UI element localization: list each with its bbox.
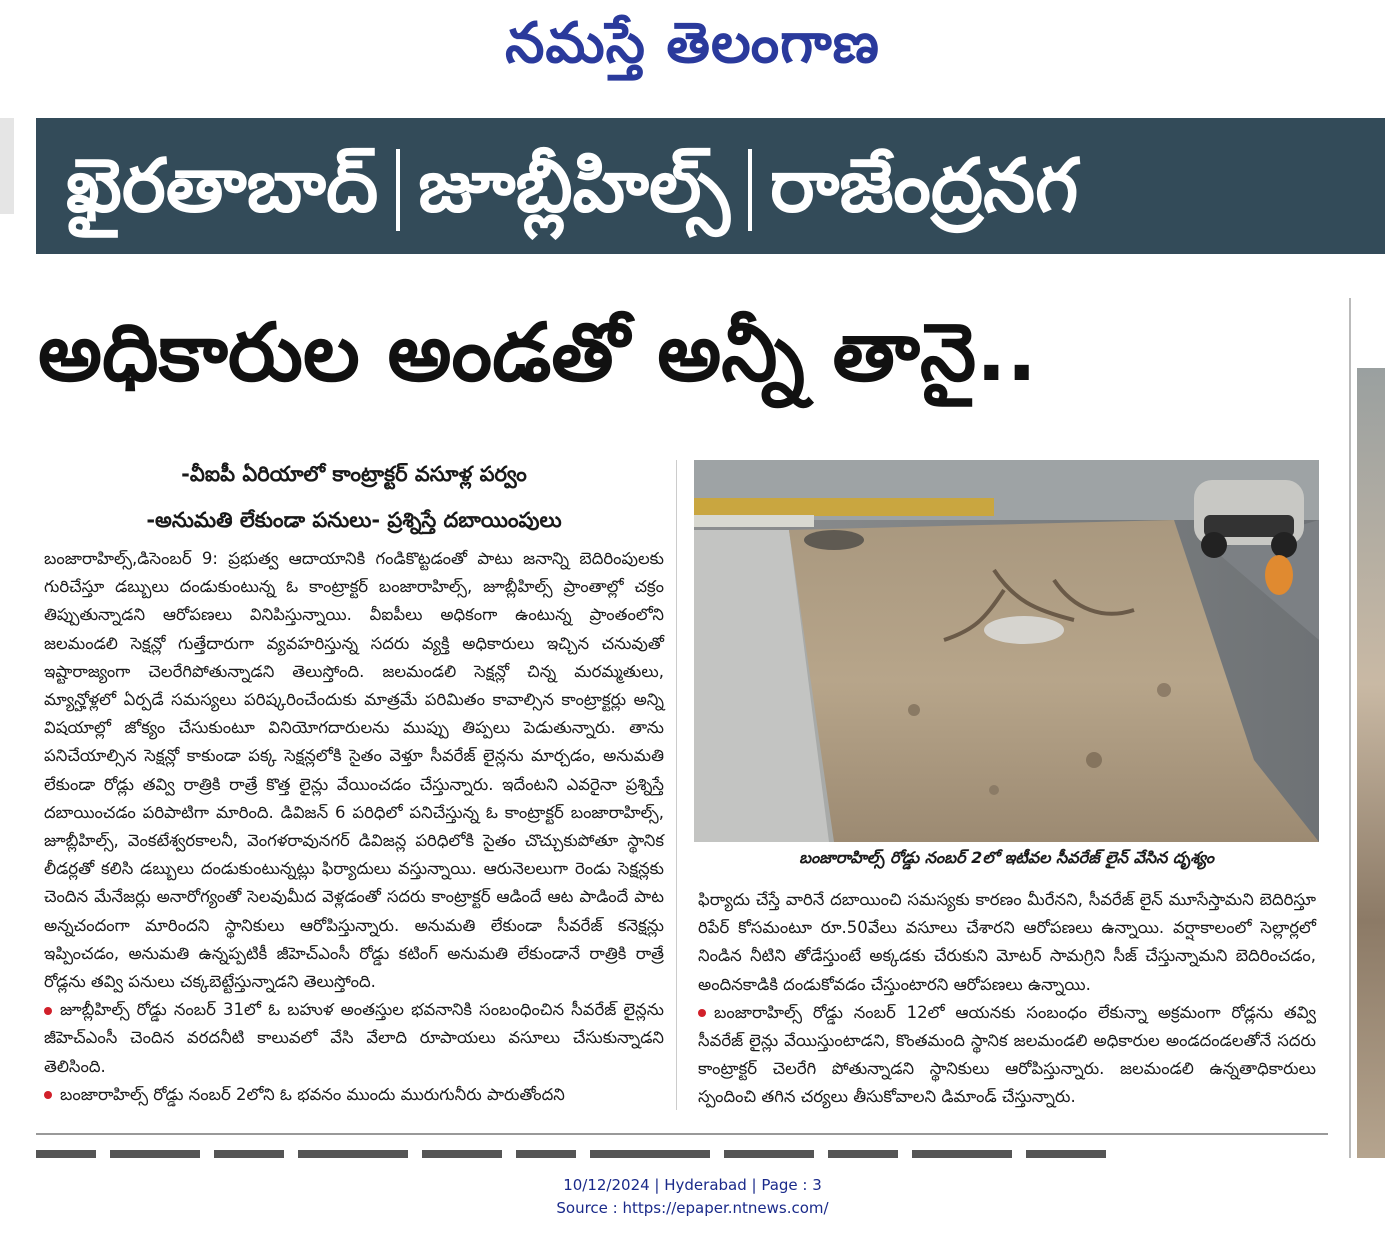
bullet-text: బంజారాహిల్స్ రోడ్డు నంబర్ 12లో ఆయనకు సంబంధం లేకున్నా అక్రమంగా రోడ్లను తవ్వి సీవరేజ్ లైన్లు వేయిస్తుంటాడని, కొంతమంది స్థానిక జలమండలి అధికారుల అండదండలతోనే సదరు కాంట్రాక్టర్ చెలరేగి పోతున్నాడని స్థానికులు ఆరోపిస్తున్నారు. జలమండలి ఉన్నతాధికారులు స్పందించి తగిన చర్యలు తీసుకోవాలని డిమాండ్ చేస్తున్నారు. (698, 1002, 1316, 1107)
section-banner (36, 118, 1385, 254)
body-paragraph: బంజారాహిల్స్,డిసెంబర్ 9: ప్రభుత్వ ఆదాయానికి గండికొట్టడంతో పాటు జనాన్ని బెదిరింపులకు గురిచేస్తూ డబ్బులు దండుకుంటున్న ఓ కాంట్రాక్టర్ బంజారాహిల్స్, జూబ్లీహిల్స్ ప్రాంతాల్లో చక్రం తిప్పుతున్నాడని ఆరోపణలు వినిపిస్తున్నాయి. వీఐపీలు అధికంగా ఉంటున్న ప్రాంతంలోని జలమండలి సెక్షన్లో గుత్తేదారుగా వ్యవహరిస్తున్న సదరు వ్యక్తి అధికారులు ఇచ్చిన చనువుతో ఇష్టారాజ్యంగా చెలరేగిపోతున్నాడని తెలుస్తోంది. జలమండలి సెక్షన్లో చిన్న మరమ్మతులు, మ్యాన్హోళ్లలో ఏర్పడే సమస్యలు పరిష్కరించేందుకు మాత్రమే పరిమితం కావాల్సిన కాంట్రాక్టర్లు అన్ని విషయాల్లో జోక్యం చేసుకుంటూ వినియోగదారులను ముప్పు తిప్పలు పెడుతున్నారు. తాను పనిచేయాల్సిన సెక్షన్లో కాకుండా పక్క సెక్షన్లలోకి సైతం వెళ్తూ సీవరేజ్ లైన్లను మార్చడం, అనుమతి లేకుండా రోడ్లు తవ్వి రాత్రికి రాత్రే కొత్త లైన్లు వేయించడం చేస్తున్నారు. ఇదేంటని ఎవరైనా ప్రశ్నిస్తే దబాయించడం పరిపాటిగా మారింది. డివిజన్ 6 పరిధిలో పనిచేస్తున్న ఓ కాంట్రాక్టర్ బంజారాహిల్స్, జూబ్లీహిల్స్, వెంకటేశ్వరకాలనీ, వెంగళరావునగర్ డివిజన్ల పరిధిలోకి సైతం చొచ్చుకుపోతూ స్థానిక లీడర్లతో కలిసి డబ్బులు దండుకుంటున్నట్లు ఫిర్యాదులు వస్తున్నాయి. ఆరునెలలుగా రెండు సెక్షన్లకు చెందిన మేనేజర్లు అనారోగ్యంతో సెలవుమీద వెళ్లడంతో సదరు కాంట్రాక్టర్ ఆడిందే ఆట పాడిందే పాట అన్నచందంగా మారిందని స్థానికులు ఆరోపిస్తున్నారు. అనుమతి లేకుండా సీవరేజ్ కనెక్షన్లు ఇప్పించడం, అనుమతి ఉన్నప్పటికీ జీహెచ్ఎంసీ రోడ్డు కటింగ్ అనుమతి లేకుండానే రాత్రికి రాత్రే రోడ్లను తవ్వి పనులు చక్కబెట్టేస్తున్నాడని తెలుస్తోంది. (44, 549, 664, 992)
column-divider (1349, 298, 1351, 1158)
body-paragraph: ఫిర్యాదు చేస్తే వారినే దబాయించి సమస్యకు కారణం మీరేనని, సీవరేజ్ లైన్ మూసేస్తామని బెదిరిస్తూ రిపేర్ కోసమంటూ రూ.50వేలు వసూలు చేశారని ఆరోపణలు ఉన్నాయి. వర్షాకాలంలో సెల్లార్లలో నిండిన నీటిని తోడేస్తుంటే అక్కడకు చేరుకుని మోటర్ సామగ్రిని సీజ్ చేస్తున్నామని బెదిరించడం, అందినకాడికి దండుకోవడం చేస్తుంటారని ఆరోపణలు ఉన్నాయి. (698, 890, 1316, 994)
bullet-icon (44, 1007, 52, 1015)
adjacent-column-edge (1349, 298, 1385, 1158)
banner-divider (748, 149, 752, 231)
bullet-icon (698, 1009, 706, 1017)
next-article-cut-headline (36, 1150, 1328, 1160)
adjacent-photo-fragment (1357, 368, 1385, 1158)
photo-caption: బంజారాహిల్స్ రోడ్డు నంబర్ 2లో ఇటీవల సీవరేజ్ లైన్ వేసిన దృశ్యం (799, 848, 1214, 867)
article-headline: అధికారుల అండతో అన్నీ తానై.. (38, 306, 1037, 399)
column-divider (676, 460, 677, 1110)
article-bottom-rule (36, 1133, 1328, 1135)
bullet-paragraph (44, 996, 664, 1081)
sewer-road-photo (694, 460, 1319, 842)
footer-source-line: Source : https://epaper.ntnews.com/ (556, 1199, 829, 1217)
article-photo (694, 460, 1319, 842)
bullet-paragraph (698, 999, 1316, 1112)
banner-divider (396, 149, 400, 231)
masthead-title: నమస్తే తెలంగాణ (505, 10, 880, 76)
banner-segment-jubileehills: జూబ్లీహిల్స్ (418, 143, 730, 229)
page-edge-strip (0, 118, 14, 214)
footer-date-line: 10/12/2024 | Hyderabad | Page : 3 (563, 1176, 822, 1194)
bullet-text: జూబ్లీహిల్స్ రోడ్డు నంబర్ 31లో ఓ బహుళ అంతస్తుల భవనానికి సంబంధించిన సీవరేజ్ లైన్లను జీహెచ్ఎంసీ చెందిన వరదనీటి కాలువలో వేసి వేలాది రూపాయలు వసూలు చేసుకున్నాడని తెలిసింది. (44, 1000, 664, 1076)
banner-segment-khairatabad: ఖైరతాబాద్ (66, 143, 379, 229)
article-body-left (44, 545, 664, 1109)
banner-segment-rajendranagar: రాజేంద్రనగ (769, 143, 1079, 229)
bullet-text: బంజారాహిల్స్ రోడ్డు నంబర్ 2లోని ఓ భవనం ముందు మురుగునీరు పారుతోందని (60, 1084, 565, 1104)
bullet-paragraph (44, 1081, 664, 1109)
bullet-icon (44, 1091, 52, 1099)
subheading-2: -అనుమతి లేకుండా పనులు- ప్రశ్నిస్తే దబాయింపులు (146, 508, 562, 532)
article-body-right (698, 886, 1316, 1112)
subheading-1: -వీఐపీ ఏరియాలో కాంట్రాక్టర్ వసూళ్ల పర్వం (181, 462, 527, 486)
